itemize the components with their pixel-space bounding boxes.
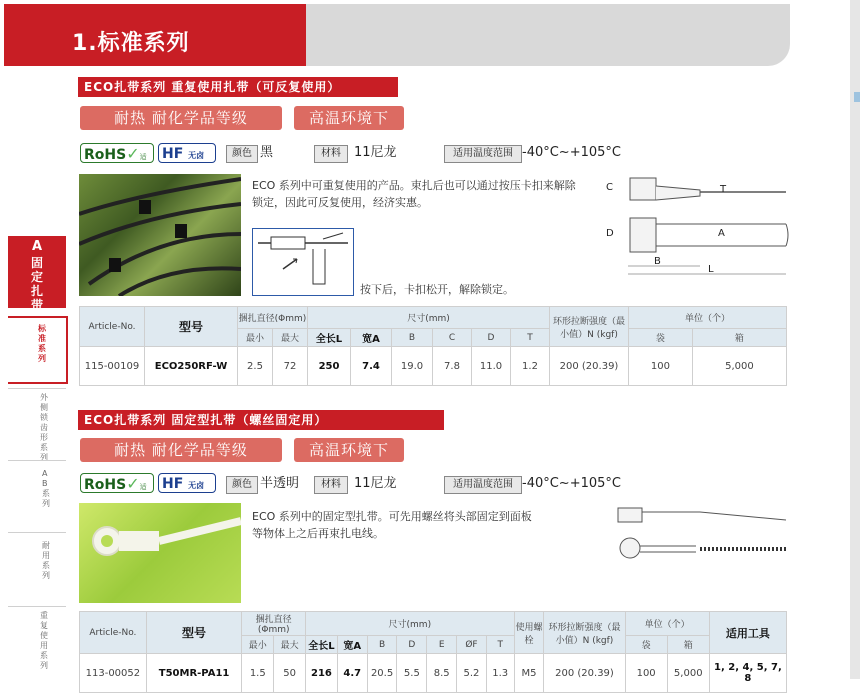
col-header: T <box>511 329 550 347</box>
material-label: 材料 <box>314 145 348 163</box>
col-header: 环形拉断强度（最小值）N (kgf) <box>550 307 629 347</box>
color-value: 黑 <box>260 145 274 160</box>
temp-label: 适用温度范围 <box>444 476 522 494</box>
hf-label: HF <box>162 146 184 162</box>
col-header: 捆扎直径(Φmm) <box>238 307 308 329</box>
col-header: 型号 <box>145 307 238 347</box>
sidebar-item-standard[interactable] <box>8 316 68 384</box>
cell-model: ECO250RF-W <box>145 347 238 386</box>
color-label: 颜色 <box>226 145 258 163</box>
cell-bag: 100 <box>629 347 693 386</box>
material-value: 11尼龙 <box>354 145 397 160</box>
col-header: 型号 <box>146 612 242 654</box>
col-header: 宽A <box>337 636 367 654</box>
cell-tensile: 200 (20.39) <box>544 654 625 693</box>
material-label: 材料 <box>314 476 348 494</box>
hf-sub: 无卤 <box>188 151 205 160</box>
col-header: 箱 <box>667 636 709 654</box>
sidebar <box>8 236 66 679</box>
col-header: 最小 <box>238 329 273 347</box>
col-header: B <box>392 329 433 347</box>
sidebar-item-label: AB系列 <box>42 469 50 508</box>
cell-b: 20.5 <box>367 654 397 693</box>
col-header: D <box>397 636 427 654</box>
hf-badge <box>158 473 216 493</box>
dim-label-d: D <box>606 228 614 239</box>
cell-d: 11.0 <box>472 347 511 386</box>
col-header: E <box>427 636 457 654</box>
col-header: 全长L <box>308 329 351 347</box>
table-row <box>80 347 787 386</box>
dimension-drawing <box>600 500 790 575</box>
color-value: 半透明 <box>260 476 300 491</box>
spec-table <box>79 306 787 386</box>
sidebar-item-label: 标准系列 <box>38 324 46 363</box>
cell-length: 250 <box>308 347 351 386</box>
dimension-drawing-svg <box>600 500 790 575</box>
rohs-label: RoHS <box>84 147 127 163</box>
sidebar-item-outer-lock[interactable] <box>8 388 66 462</box>
check-icon: ✓ <box>126 474 140 493</box>
cell-min: 1.5 <box>242 654 274 693</box>
col-header: 使用螺栓 <box>514 612 544 654</box>
col-header: 适用工具 <box>709 612 786 654</box>
hf-badge <box>158 143 216 163</box>
rohs-sub: 适 <box>139 483 147 491</box>
category-title: 固定扎带 <box>30 256 43 312</box>
col-header: 尺寸(mm) <box>306 612 515 636</box>
section-title: ECO扎带系列 重复使用扎带（可反复使用） <box>78 77 398 97</box>
col-header: 最大 <box>273 329 308 347</box>
rohs-sub: 适 <box>139 153 147 161</box>
cell-box: 5,000 <box>692 347 786 386</box>
cell-model: T50MR-PA11 <box>146 654 242 693</box>
page-title: 1.标准系列 <box>72 31 190 56</box>
cable-tie-illustration <box>79 174 241 296</box>
cell-box: 5,000 <box>667 654 709 693</box>
cell-t: 1.3 <box>486 654 514 693</box>
col-header: C <box>433 329 472 347</box>
sidebar-category[interactable] <box>8 236 66 312</box>
cell-article: 115-00109 <box>80 347 145 386</box>
cell-e: 8.5 <box>427 654 457 693</box>
table-row <box>80 654 787 693</box>
check-icon: ✓ <box>126 144 140 163</box>
category-letter: A <box>31 239 43 254</box>
hf-label: HF <box>162 476 184 492</box>
temp-value: -40°C~+105°C <box>522 145 621 160</box>
cell-length: 216 <box>306 654 338 693</box>
product-photo <box>79 503 241 603</box>
feature-badge: 高温环境下 <box>294 106 404 130</box>
cell-article: 113-00052 <box>80 654 147 693</box>
cell-bag: 100 <box>625 654 667 693</box>
sidebar-item-label: 重复使用系列 <box>40 611 48 670</box>
dim-label-c: C <box>606 182 613 193</box>
spec-table <box>79 611 787 693</box>
dimension-drawing-svg <box>600 170 790 280</box>
hf-sub: 无卤 <box>188 481 205 490</box>
cell-f: 5.2 <box>457 654 487 693</box>
col-header: 袋 <box>629 329 693 347</box>
col-header: Article-No. <box>80 307 145 347</box>
product-photo <box>79 174 241 296</box>
feature-badge: 耐热 耐化学品等级 <box>80 106 282 130</box>
section-title: ECO扎带系列 固定型扎带（螺丝固定用） <box>78 410 444 430</box>
col-header: 袋 <box>625 636 667 654</box>
product-description: ECO 系列中可重复使用的产品。束扎后也可以通过按压卡扣来解除锁定，因此可反复使用，经济实惠。 <box>252 179 576 209</box>
sidebar-item-label: 耐用系列 <box>42 541 50 580</box>
col-header: 单位（个） <box>629 307 787 329</box>
col-header: Article-No. <box>80 612 147 654</box>
cell-max: 72 <box>273 347 308 386</box>
unlock-diagram-drawing <box>253 229 353 295</box>
rohs-badge <box>80 473 154 493</box>
col-header: T <box>486 636 514 654</box>
sidebar-item-reusable[interactable] <box>8 606 66 679</box>
col-header: 最小 <box>242 636 274 654</box>
col-header: 宽A <box>351 329 392 347</box>
temp-label: 适用温度范围 <box>444 145 522 163</box>
unlock-caption: 按下后，卡扣松开，解除锁定。 <box>360 283 514 296</box>
feature-badge: 耐热 耐化学品等级 <box>80 438 282 462</box>
scroll-thumb[interactable] <box>854 92 860 102</box>
cell-b: 19.0 <box>392 347 433 386</box>
sidebar-item-label: 外侧锁齿形系列 <box>40 393 48 462</box>
col-header: 尺寸(mm) <box>308 307 550 329</box>
feature-badge: 高温环境下 <box>294 438 404 462</box>
scrollbar[interactable] <box>850 0 860 679</box>
dim-label-a: A <box>718 228 725 239</box>
col-header: B <box>367 636 397 654</box>
cell-width: 7.4 <box>351 347 392 386</box>
cell-max: 50 <box>274 654 306 693</box>
dim-label-l: L <box>708 264 714 275</box>
col-header: 全长L <box>306 636 338 654</box>
sidebar-item-durable[interactable] <box>8 532 66 603</box>
cell-tensile: 200 (20.39) <box>550 347 629 386</box>
dimension-drawing <box>600 170 790 280</box>
product-description: ECO 系列中的固定型扎带。可先用螺丝将头部固定到面板等物体上之后再束扎电线。 <box>252 510 532 540</box>
col-header: ØF <box>457 636 487 654</box>
cable-tie-illustration <box>79 503 241 603</box>
material-value: 11尼龙 <box>354 476 397 491</box>
dim-label-t: T <box>720 184 727 195</box>
rohs-badge <box>80 143 154 163</box>
col-header: 单位（个） <box>625 612 709 636</box>
temp-value: -40°C~+105°C <box>522 476 621 491</box>
dim-label-b: B <box>654 256 661 267</box>
col-header: D <box>472 329 511 347</box>
sidebar-item-ab[interactable] <box>8 460 66 531</box>
unlock-diagram <box>252 228 354 296</box>
cell-tools: 1, 2, 4, 5, 7, 8 <box>709 654 786 693</box>
cell-t: 1.2 <box>511 347 550 386</box>
col-header: 捆扎直径(Φmm) <box>242 612 306 636</box>
cell-width: 4.7 <box>337 654 367 693</box>
cell-d: 5.5 <box>397 654 427 693</box>
cell-min: 2.5 <box>238 347 273 386</box>
cell-c: 7.8 <box>433 347 472 386</box>
color-label: 颜色 <box>226 476 258 494</box>
col-header: 环形拉断强度（最小值）N (kgf) <box>544 612 625 654</box>
col-header: 最大 <box>274 636 306 654</box>
rohs-label: RoHS <box>84 477 127 493</box>
col-header: 箱 <box>692 329 786 347</box>
cell-screw: M5 <box>514 654 544 693</box>
